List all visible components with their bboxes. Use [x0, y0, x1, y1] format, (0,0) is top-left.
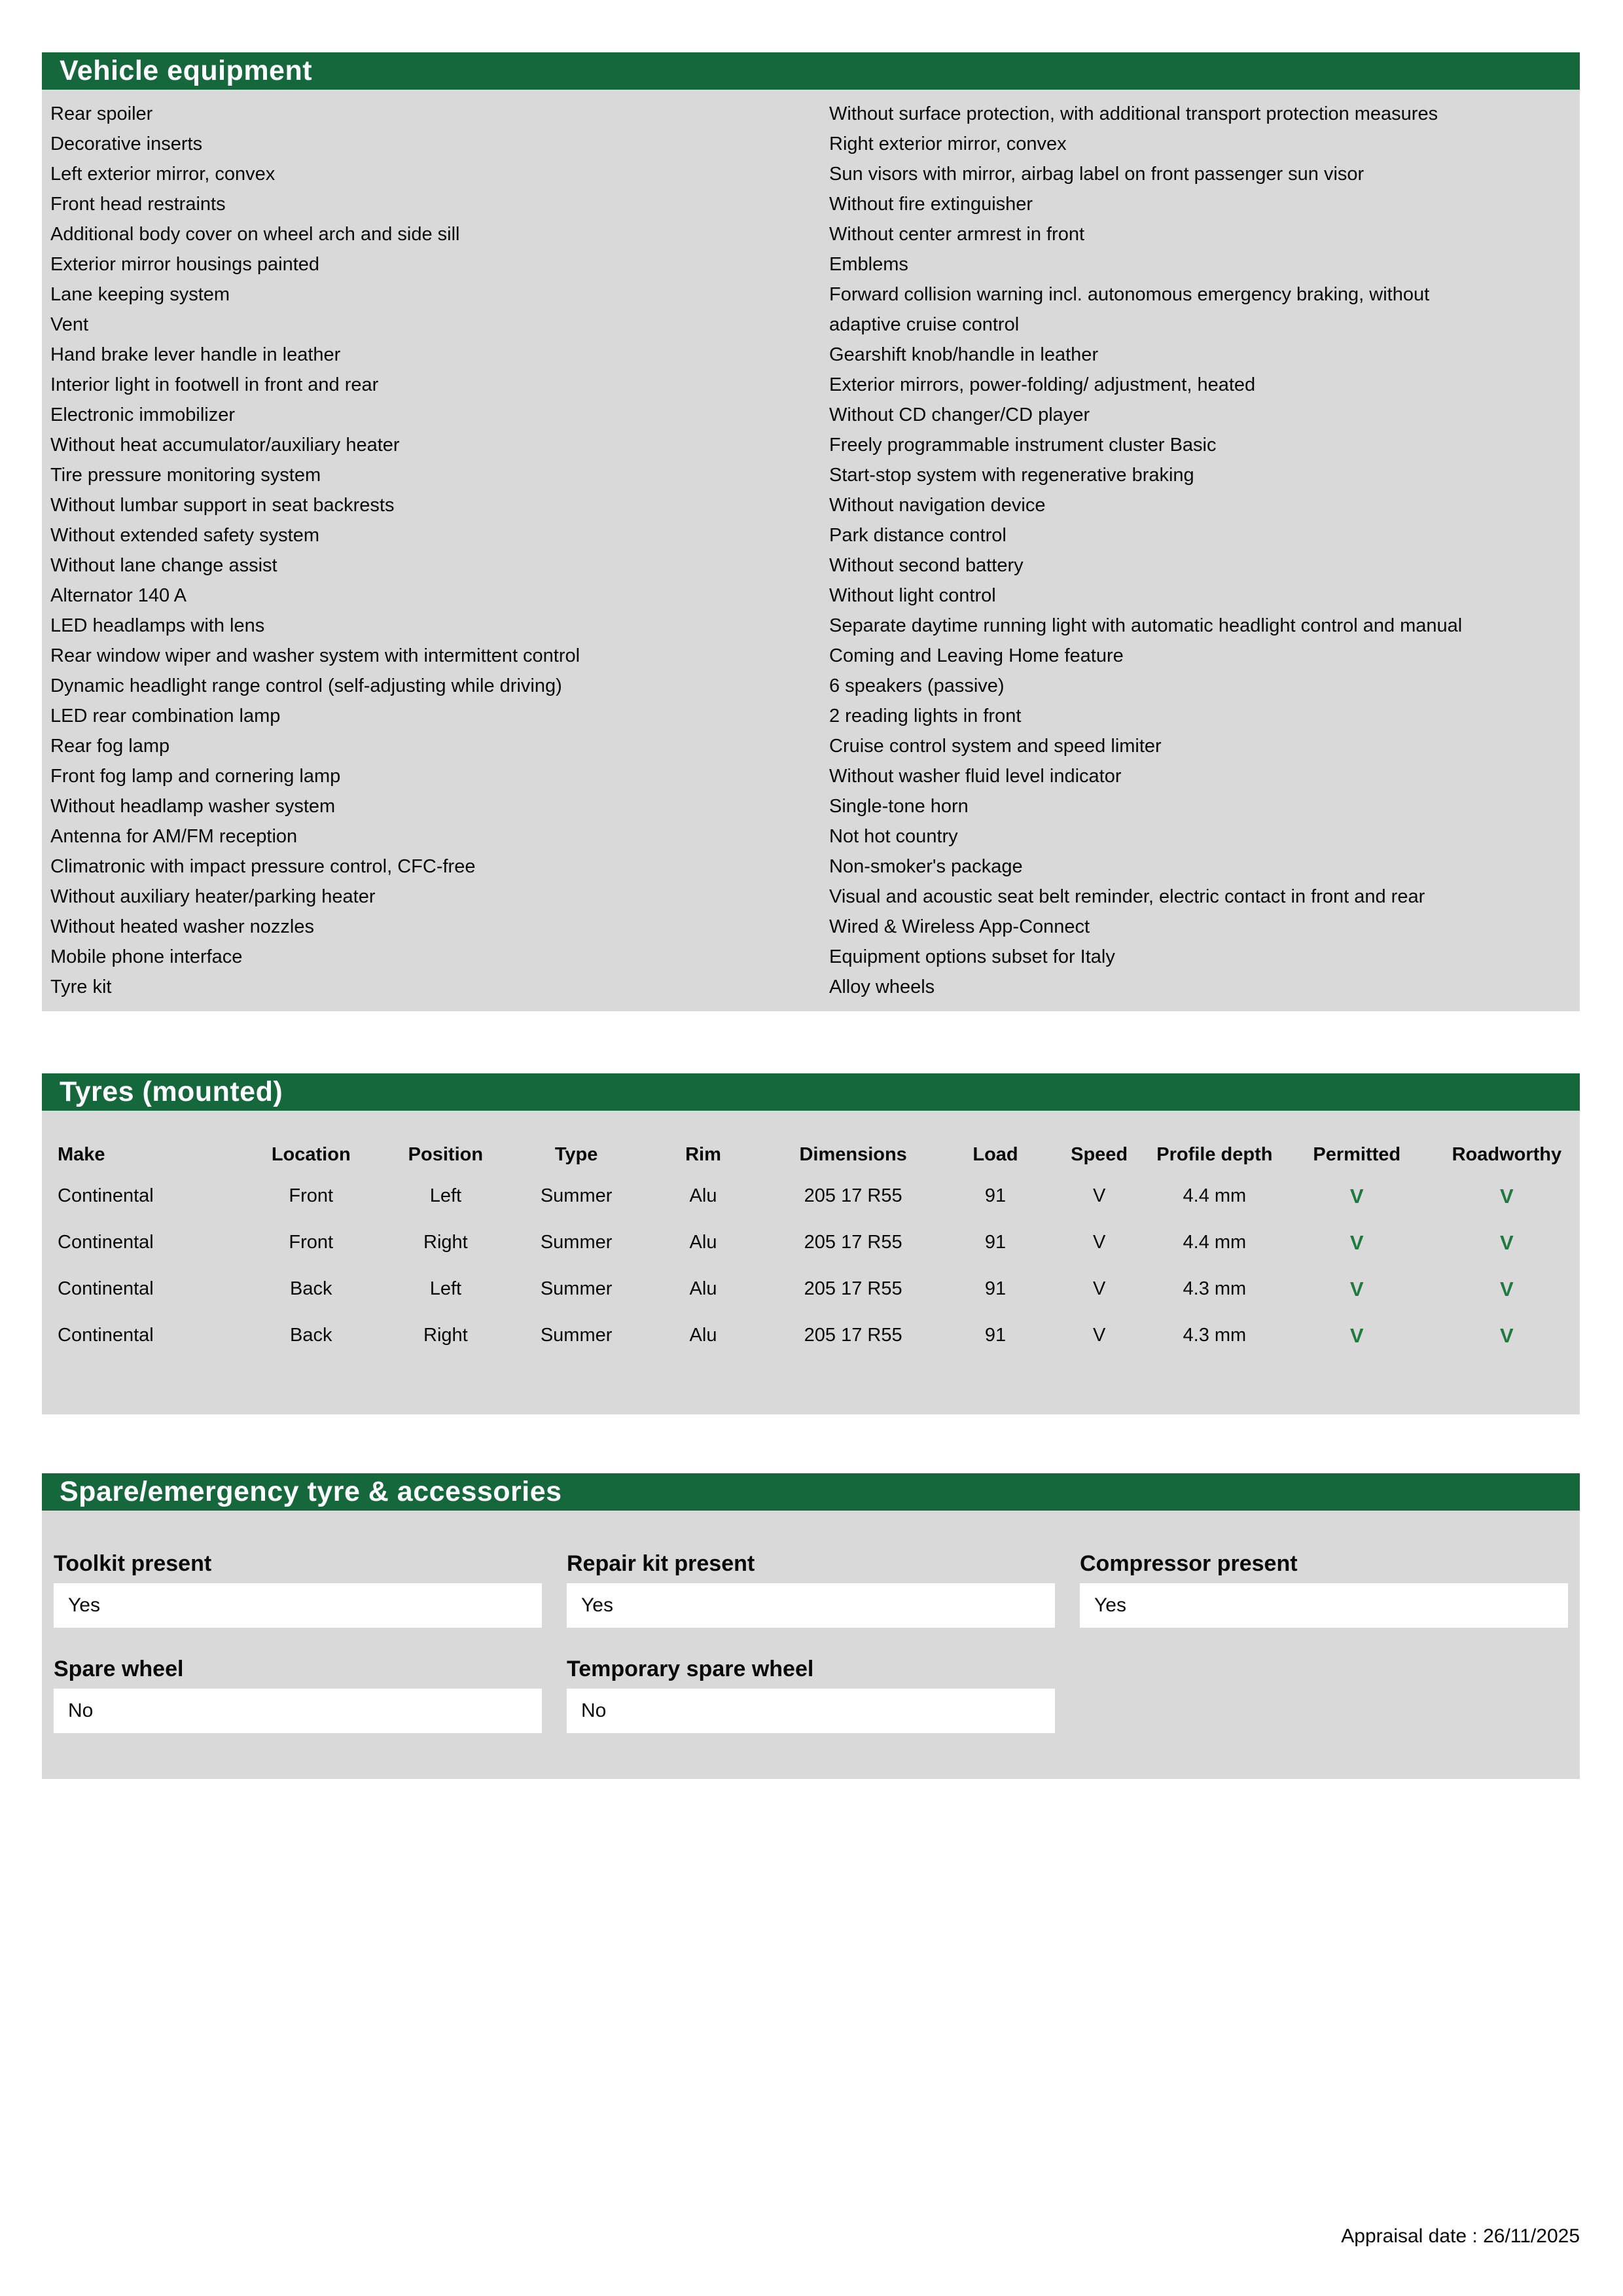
- tyre-dimensions: 205 17 R55: [804, 1278, 902, 1299]
- equipment-item: Without light control: [829, 585, 996, 606]
- tyre-position: Right: [423, 1232, 468, 1253]
- tyre-rim: Alu: [689, 1278, 717, 1299]
- tyre-load: 91: [984, 1232, 1007, 1253]
- tyre-make: Continental: [58, 1325, 154, 1346]
- column-header-type: Type: [554, 1144, 598, 1165]
- equipment-item: Front head restraints: [50, 194, 226, 215]
- field-label-repair-kit-present: Repair kit present: [567, 1551, 755, 1576]
- equipment-item: Start-stop system with regenerative braking: [829, 465, 1194, 486]
- equipment-item: Tyre kit: [50, 977, 112, 997]
- tyres-title: Tyres (mounted): [60, 1076, 283, 1107]
- vehicle-equipment-body: [42, 90, 1580, 1011]
- spare-title: Spare/emergency tyre & accessories: [60, 1476, 562, 1507]
- tyre-permitted-check: V: [1349, 1184, 1364, 1208]
- tyres-header: [42, 1073, 1580, 1111]
- tyre-position: Right: [423, 1325, 468, 1346]
- equipment-item: Alloy wheels: [829, 977, 935, 997]
- equipment-item: Without lumbar support in seat backrests: [50, 495, 395, 516]
- equipment-item: Rear spoiler: [50, 103, 153, 124]
- field-repair-kit-present: [567, 1551, 1055, 1628]
- equipment-item: Hand brake lever handle in leather: [50, 344, 341, 365]
- equipment-item: Freely programmable instrument cluster Basic: [829, 435, 1217, 456]
- vehicle-equipment-header: [42, 52, 1580, 90]
- equipment-item: Exterior mirror housings painted: [50, 254, 320, 275]
- field-label-spare-wheel: Spare wheel: [54, 1657, 184, 1681]
- equipment-item: Park distance control: [829, 525, 1007, 546]
- tyre-roadworthy-check: V: [1500, 1230, 1514, 1254]
- spare-section: [42, 1473, 1580, 1779]
- column-header-position: Position: [408, 1144, 484, 1165]
- equipment-item: Sun visors with mirror, airbag label on front passenger sun visor: [829, 164, 1364, 185]
- tyres-table-body: [42, 1173, 1580, 1359]
- equipment-item: Without auxiliary heater/parking heater: [50, 886, 376, 907]
- field-value-toolkit-present: Yes: [54, 1583, 542, 1628]
- tyre-make: Continental: [58, 1232, 154, 1253]
- equipment-item: Alternator 140 A: [50, 585, 187, 606]
- field-value-spare-wheel: No: [54, 1689, 542, 1733]
- tyre-speed: V: [1092, 1232, 1106, 1253]
- tyre-permitted-check: V: [1349, 1277, 1364, 1300]
- tyres-table-header-row: [42, 1137, 1580, 1173]
- equipment-item: Without washer fluid level indicator: [829, 766, 1122, 787]
- tyre-rim: Alu: [689, 1232, 717, 1253]
- column-header-location: Location: [271, 1144, 351, 1165]
- equipment-item: Rear fog lamp: [50, 736, 170, 757]
- tyre-dimensions: 205 17 R55: [804, 1185, 902, 1206]
- tyre-make: Continental: [58, 1278, 154, 1299]
- spare-field-grid: [54, 1551, 1568, 1733]
- column-header-roadworthy: Roadworthy: [1452, 1144, 1562, 1165]
- equipment-item: Without CD changer/CD player: [829, 404, 1090, 425]
- tyres-body: [42, 1111, 1580, 1414]
- equipment-item: adaptive cruise control: [829, 314, 1020, 335]
- field-value-temporary-spare-wheel: No: [567, 1689, 1055, 1733]
- equipment-item: Emblems: [829, 254, 908, 275]
- equipment-item: Without heat accumulator/auxiliary heater: [50, 435, 400, 456]
- tyre-load: 91: [984, 1185, 1007, 1206]
- equipment-item: Without extended safety system: [50, 525, 320, 546]
- equipment-item: Without navigation device: [829, 495, 1046, 516]
- equipment-item: Dynamic headlight range control (self-adjusting while driving): [50, 675, 562, 696]
- column-header-rim: Rim: [685, 1144, 721, 1165]
- spare-header: [42, 1473, 1580, 1511]
- equipment-item: Equipment options subset for Italy: [829, 946, 1115, 967]
- tyre-roadworthy-check: V: [1500, 1323, 1514, 1347]
- equipment-item: Right exterior mirror, convex: [829, 134, 1067, 154]
- equipment-item: Lane keeping system: [50, 284, 230, 305]
- tyre-profile-depth: 4.4 mm: [1183, 1232, 1247, 1253]
- equipment-item: Left exterior mirror, convex: [50, 164, 276, 185]
- tyre-location: Back: [290, 1278, 332, 1299]
- tyre-load: 91: [984, 1325, 1007, 1346]
- tyre-rim: Alu: [689, 1185, 717, 1206]
- tyre-speed: V: [1092, 1278, 1106, 1299]
- tyre-permitted-check: V: [1349, 1230, 1364, 1254]
- equipment-item: Single-tone horn: [829, 796, 969, 817]
- equipment-item: Mobile phone interface: [50, 946, 243, 967]
- equipment-item: Coming and Leaving Home feature: [829, 645, 1124, 666]
- equipment-item: Exterior mirrors, power-folding/ adjustment, heated: [829, 374, 1256, 395]
- field-value-compressor-present: Yes: [1080, 1583, 1568, 1628]
- tyre-speed: V: [1092, 1325, 1106, 1346]
- equipment-item: 6 speakers (passive): [829, 675, 1005, 696]
- tyre-location: Front: [289, 1185, 334, 1206]
- tyre-location: Back: [290, 1325, 332, 1346]
- tyre-row: [42, 1219, 1580, 1266]
- tyre-type: Summer: [540, 1325, 613, 1346]
- tyre-position: Left: [429, 1278, 462, 1299]
- equipment-item: Front fog lamp and cornering lamp: [50, 766, 341, 787]
- equipment-item: LED rear combination lamp: [50, 706, 281, 726]
- equipment-item: Electronic immobilizer: [50, 404, 236, 425]
- tyre-row: [42, 1173, 1580, 1219]
- tyre-position: Left: [429, 1185, 462, 1206]
- column-header-speed: Speed: [1071, 1144, 1128, 1165]
- equipment-right-column: [821, 99, 1580, 1002]
- tyre-load: 91: [984, 1278, 1007, 1299]
- equipment-item: Rear window wiper and washer system with intermittent control: [50, 645, 580, 666]
- equipment-item: Forward collision warning incl. autonomous emergency braking, without: [829, 284, 1430, 305]
- tyre-roadworthy-check: V: [1500, 1184, 1514, 1208]
- equipment-item: Gearshift knob/handle in leather: [829, 344, 1099, 365]
- equipment-item: Vent: [50, 314, 89, 335]
- equipment-item: Without center armrest in front: [829, 224, 1085, 245]
- tyre-speed: V: [1092, 1185, 1106, 1206]
- field-spare-wheel: [54, 1657, 542, 1733]
- equipment-item: Cruise control system and speed limiter: [829, 736, 1162, 757]
- vehicle-equipment-section: [42, 52, 1580, 1011]
- tyre-dimensions: 205 17 R55: [804, 1232, 902, 1253]
- tyre-profile-depth: 4.4 mm: [1183, 1185, 1247, 1206]
- tyre-type: Summer: [540, 1185, 613, 1206]
- equipment-item: Without fire extinguisher: [829, 194, 1033, 215]
- field-toolkit-present: [54, 1551, 542, 1628]
- equipment-item: Without surface protection, with additional transport protection measures: [829, 103, 1438, 124]
- equipment-item: Wired & Wireless App-Connect: [829, 916, 1090, 937]
- equipment-item: Separate daytime running light with automatic headlight control and manual: [829, 615, 1463, 636]
- tyre-profile-depth: 4.3 mm: [1183, 1278, 1247, 1299]
- equipment-item: Not hot country: [829, 826, 958, 847]
- tyre-type: Summer: [540, 1278, 613, 1299]
- equipment-item: Without second battery: [829, 555, 1024, 576]
- equipment-item: Without lane change assist: [50, 555, 277, 576]
- tyre-make: Continental: [58, 1185, 154, 1206]
- equipment-item: Without heated washer nozzles: [50, 916, 314, 937]
- vehicle-equipment-title: Vehicle equipment: [60, 55, 313, 86]
- tyre-rim: Alu: [689, 1325, 717, 1346]
- tyres-section: [42, 1073, 1580, 1414]
- tyre-dimensions: 205 17 R55: [804, 1325, 902, 1346]
- column-header-make: Make: [58, 1144, 105, 1165]
- equipment-item: Interior light in footwell in front and rear: [50, 374, 379, 395]
- tyre-type: Summer: [540, 1232, 613, 1253]
- appraisal-date: Appraisal date : 26/11/2025: [1341, 2225, 1580, 2247]
- equipment-left-column: [42, 99, 821, 1002]
- field-empty-cell: [1080, 1657, 1568, 1733]
- field-temporary-spare-wheel: [567, 1657, 1055, 1733]
- tyre-permitted-check: V: [1349, 1323, 1364, 1347]
- tyre-profile-depth: 4.3 mm: [1183, 1325, 1247, 1346]
- tyre-row: [42, 1312, 1580, 1359]
- spare-body: [42, 1511, 1580, 1779]
- equipment-item: Climatronic with impact pressure control, CFC-free: [50, 856, 476, 877]
- tyre-location: Front: [289, 1232, 334, 1253]
- field-label-compressor-present: Compressor present: [1080, 1551, 1298, 1576]
- column-header-profile-depth: Profile depth: [1156, 1144, 1273, 1165]
- tyre-roadworthy-check: V: [1500, 1277, 1514, 1300]
- tyre-row: [42, 1266, 1580, 1312]
- equipment-item: 2 reading lights in front: [829, 706, 1022, 726]
- field-value-repair-kit-present: Yes: [567, 1583, 1055, 1628]
- equipment-item: Antenna for AM/FM reception: [50, 826, 298, 847]
- column-header-load: Load: [972, 1144, 1018, 1165]
- column-header-permitted: Permitted: [1313, 1144, 1401, 1165]
- equipment-item: Decorative inserts: [50, 134, 203, 154]
- equipment-item: Visual and acoustic seat belt reminder, electric contact in front and rear: [829, 886, 1425, 907]
- field-compressor-present: [1080, 1551, 1568, 1628]
- equipment-item: Without headlamp washer system: [50, 796, 336, 817]
- equipment-item: LED headlamps with lens: [50, 615, 265, 636]
- equipment-item: Tire pressure monitoring system: [50, 465, 321, 486]
- column-header-dimensions: Dimensions: [799, 1144, 907, 1165]
- field-label-temporary-spare-wheel: Temporary spare wheel: [567, 1657, 814, 1681]
- equipment-item: Non-smoker's package: [829, 856, 1023, 877]
- field-label-toolkit-present: Toolkit present: [54, 1551, 212, 1576]
- tyres-table: [42, 1137, 1580, 1359]
- equipment-item: Additional body cover on wheel arch and side sill: [50, 224, 460, 245]
